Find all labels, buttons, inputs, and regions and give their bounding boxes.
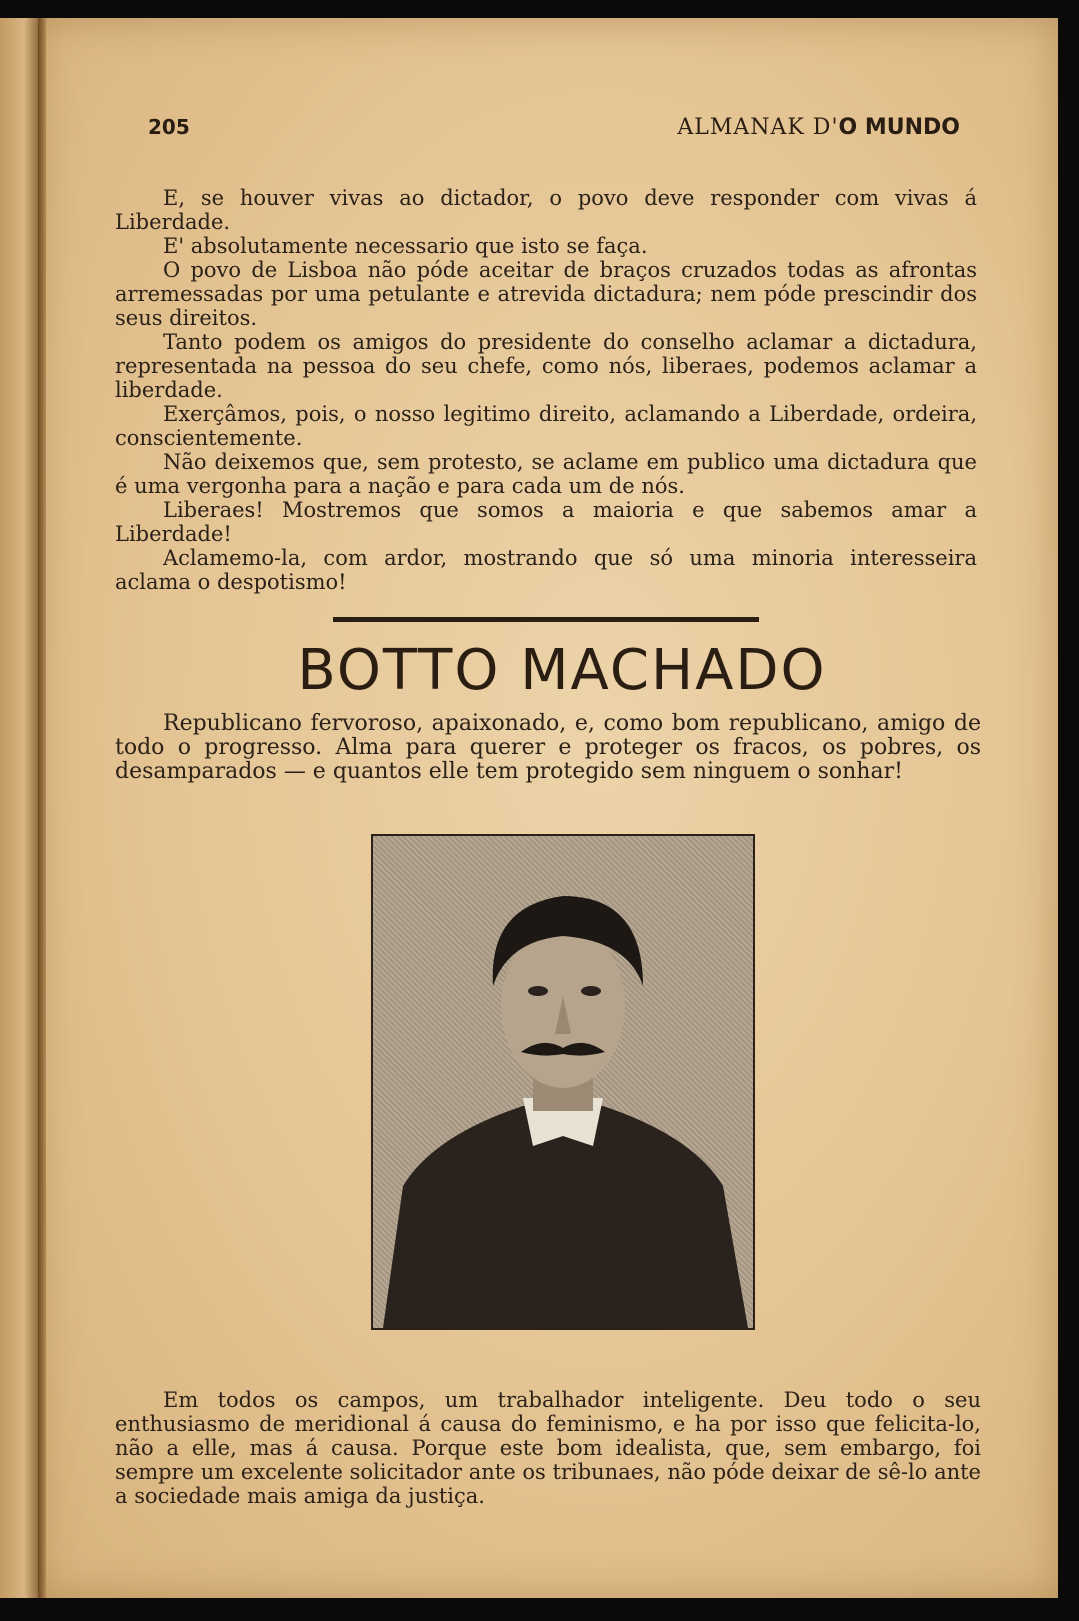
paragraph: E' absolutamente necessario que isto se faça. [163,234,648,258]
paragraph: Tanto podem os amigos do presidente do conselho aclamar a dictadura, representada na pessoa do seu chefe, como nós, liberaes, podemos aclamar a liberdade. [115,330,977,402]
closing-text [115,1388,981,1508]
running-head [677,115,960,140]
intro-text [115,712,981,784]
paragraph: Liberaes! Mostremos que somos a maioria e que sabemos amar a Liberdade! [115,498,977,546]
section-divider [333,617,759,622]
left-page-edge [0,18,40,1598]
page-fold [38,18,46,1598]
paragraph: O povo de Lisboa não póde aceitar de braços cruzados todas as afrontas arremessadas por uma petulante e atrevida dictadura; nem póde prescindir dos seus direitos. [115,258,977,330]
portrait-image [373,836,753,1328]
portrait-photo [371,834,755,1330]
running-head-title: O MUNDO [838,115,960,140]
page-header [148,115,960,145]
article-text [115,186,977,594]
paragraph: Aclamemo-la, com ardor, mostrando que só uma minoria interesseira aclama o despotismo! [115,546,977,594]
paragraph: Exerçâmos, pois, o nosso legitimo direito, aclamando a Liberdade, ordeira, conscientemente. [115,402,977,450]
running-head-prefix: ALMANAK D' [677,115,839,140]
section-title: BOTTO MACHADO [297,638,827,703]
page-number: 205 [148,115,190,139]
paragraph: Republicano fervoroso, apaixonado, e, como bom republicano, amigo de todo o progresso. Alma para querer e proteger os fracos, os pobres, os desamparados — e quantos elle tem protegido sem ninguem o sonhar! [115,711,981,784]
paragraph: Não deixemos que, sem protesto, se aclame em publico uma dictadura que é uma vergonha para a nação e para cada um de nós. [115,450,977,498]
paragraph: E, se houver vivas ao dictador, o povo deve responder com vivas á Liberdade. [115,186,977,234]
paragraph: Em todos os campos, um trabalhador inteligente. Deu todo o seu enthusiasmo de meridional á causa do feminismo, e ha por isso que felicita-lo, não a elle, mas á causa. Porque este bom idealista, que, sem embargo, foi sempre um excelente solicitador ante os tribunaes, não póde deixar de sê-lo ante a sociedade mais amiga da justiça. [115,1388,981,1508]
